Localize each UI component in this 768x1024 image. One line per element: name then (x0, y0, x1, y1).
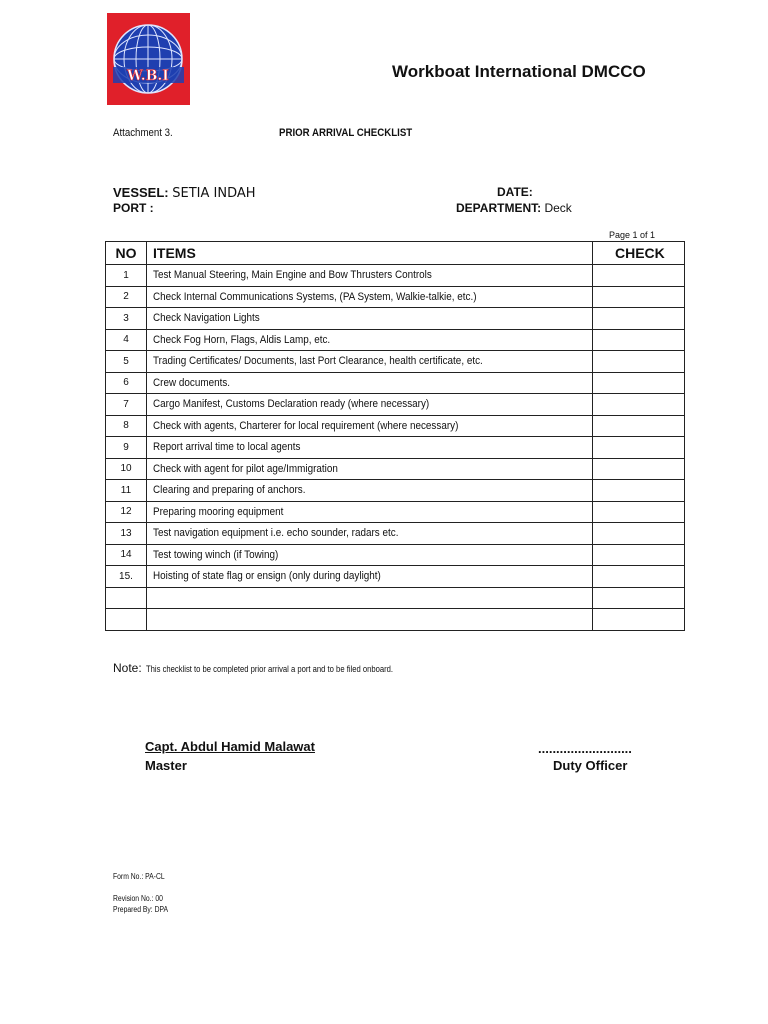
row-number: 1 (106, 265, 147, 287)
table-row (106, 415, 685, 437)
row-check-cell[interactable] (593, 415, 685, 437)
row-item (147, 437, 593, 459)
company-logo (107, 13, 190, 105)
department-field (456, 201, 572, 215)
header-check: CHECK (593, 242, 685, 265)
row-item-text: Cargo Manifest, Customs Declaration ready (where necessary) (153, 398, 430, 411)
row-item (147, 587, 593, 609)
row-number: 13 (106, 523, 147, 545)
note-label: Note: (113, 661, 142, 675)
row-check-cell[interactable] (593, 351, 685, 373)
row-item-text: Trading Certificates/ Documents, last Port Clearance, health certificate, etc. (153, 355, 483, 368)
page-title: PRIOR ARRIVAL CHECKLIST (279, 127, 413, 139)
row-number: 5 (106, 351, 147, 373)
row-number: 2 (106, 286, 147, 308)
row-item (147, 286, 593, 308)
duty-officer-role: Duty Officer (553, 758, 628, 773)
company-name: Workboat International DMCCO (392, 62, 646, 81)
row-item-text: Test navigation equipment i.e. echo sounder, radars etc. (153, 527, 399, 540)
table-row (106, 566, 685, 588)
row-item-text: Check Navigation Lights (153, 312, 260, 325)
table-row (106, 265, 685, 287)
table-header-row (106, 242, 685, 265)
header-items: ITEMS (147, 242, 593, 265)
table-row (106, 501, 685, 523)
row-number: 12 (106, 501, 147, 523)
row-item (147, 480, 593, 502)
row-check-cell[interactable] (593, 372, 685, 394)
table-row (106, 372, 685, 394)
table-row (106, 308, 685, 330)
row-check-cell[interactable] (593, 394, 685, 416)
row-check-cell[interactable] (593, 609, 685, 631)
port-label: PORT : (113, 201, 154, 215)
row-check-cell[interactable] (593, 286, 685, 308)
row-number: 4 (106, 329, 147, 351)
table-row (106, 394, 685, 416)
vessel-label: VESSEL: (113, 185, 169, 200)
row-item-text: Report arrival time to local agents (153, 441, 301, 454)
row-item (147, 372, 593, 394)
row-item (147, 415, 593, 437)
row-item-text: Crew documents. (153, 376, 231, 389)
row-number (106, 609, 147, 631)
row-check-cell[interactable] (593, 544, 685, 566)
row-number: 10 (106, 458, 147, 480)
row-check-cell[interactable] (593, 437, 685, 459)
row-item-text: Preparing mooring equipment (153, 505, 284, 518)
table-row (106, 523, 685, 545)
row-item-text: Check Fog Horn, Flags, Aldis Lamp, etc. (153, 333, 331, 346)
row-item (147, 566, 593, 588)
row-item-text: Test Manual Steering, Main Engine and Bow Thrusters Controls (153, 269, 432, 282)
row-item (147, 351, 593, 373)
row-item (147, 501, 593, 523)
row-check-cell[interactable] (593, 265, 685, 287)
date-label: DATE: (497, 185, 533, 199)
vessel-value: SETIA INDAH (172, 186, 256, 201)
logo-text: W.B.I (127, 68, 169, 84)
row-number (106, 587, 147, 609)
row-check-cell[interactable] (593, 458, 685, 480)
row-item (147, 394, 593, 416)
row-item (147, 329, 593, 351)
table-row (106, 544, 685, 566)
table-row (106, 480, 685, 502)
row-number: 15. (106, 566, 147, 588)
row-item (147, 458, 593, 480)
header-no: NO (106, 242, 147, 265)
prepared-by: Prepared By: DPA (113, 905, 169, 914)
row-item (147, 544, 593, 566)
row-item-text: Check with agent for pilot age/Immigration (153, 462, 338, 475)
row-number: 8 (106, 415, 147, 437)
table-row (106, 587, 685, 609)
table-row (106, 437, 685, 459)
row-check-cell[interactable] (593, 566, 685, 588)
row-check-cell[interactable] (593, 587, 685, 609)
row-check-cell[interactable] (593, 308, 685, 330)
row-item-text: Clearing and preparing of anchors. (153, 484, 306, 497)
page-indicator: Page 1 of 1 (609, 230, 656, 240)
duty-officer-signature-line: .......................... (538, 741, 632, 756)
row-item-text: Check Internal Communications Systems, (PA System, Walkie-talkie, etc.) (153, 290, 477, 303)
row-item (147, 265, 593, 287)
row-number: 9 (106, 437, 147, 459)
row-number: 6 (106, 372, 147, 394)
table-row (106, 329, 685, 351)
row-number: 3 (106, 308, 147, 330)
row-check-cell[interactable] (593, 480, 685, 502)
attachment-label: Attachment 3. (113, 127, 173, 139)
row-number: 14 (106, 544, 147, 566)
row-item-text: Test towing winch (if Towing) (153, 548, 279, 561)
table-row (106, 458, 685, 480)
row-check-cell[interactable] (593, 329, 685, 351)
row-number: 11 (106, 480, 147, 502)
form-number: Form No.: PA-CL (113, 872, 165, 881)
table-row (106, 286, 685, 308)
master-name: Capt. Abdul Hamid Malawat (145, 739, 315, 754)
note-text: This checklist to be completed prior arrival a port and to be filed onboard. (146, 664, 394, 674)
row-item (147, 609, 593, 631)
row-check-cell[interactable] (593, 523, 685, 545)
department-label: DEPARTMENT: (456, 201, 542, 215)
vessel-field (113, 185, 256, 201)
row-item-text: Hoisting of state flag or ensign (only during daylight) (153, 570, 381, 583)
department-value: Deck (544, 201, 572, 215)
row-item-text: Check with agents, Charterer for local requirement (where necessary) (153, 419, 459, 432)
checklist-table (105, 241, 685, 631)
table-row (106, 609, 685, 631)
note (113, 659, 437, 677)
revision-number: Revision No.: 00 (113, 894, 163, 903)
row-number: 7 (106, 394, 147, 416)
row-item (147, 523, 593, 545)
master-role: Master (145, 758, 187, 773)
table-row (106, 351, 685, 373)
row-check-cell[interactable] (593, 501, 685, 523)
row-item (147, 308, 593, 330)
